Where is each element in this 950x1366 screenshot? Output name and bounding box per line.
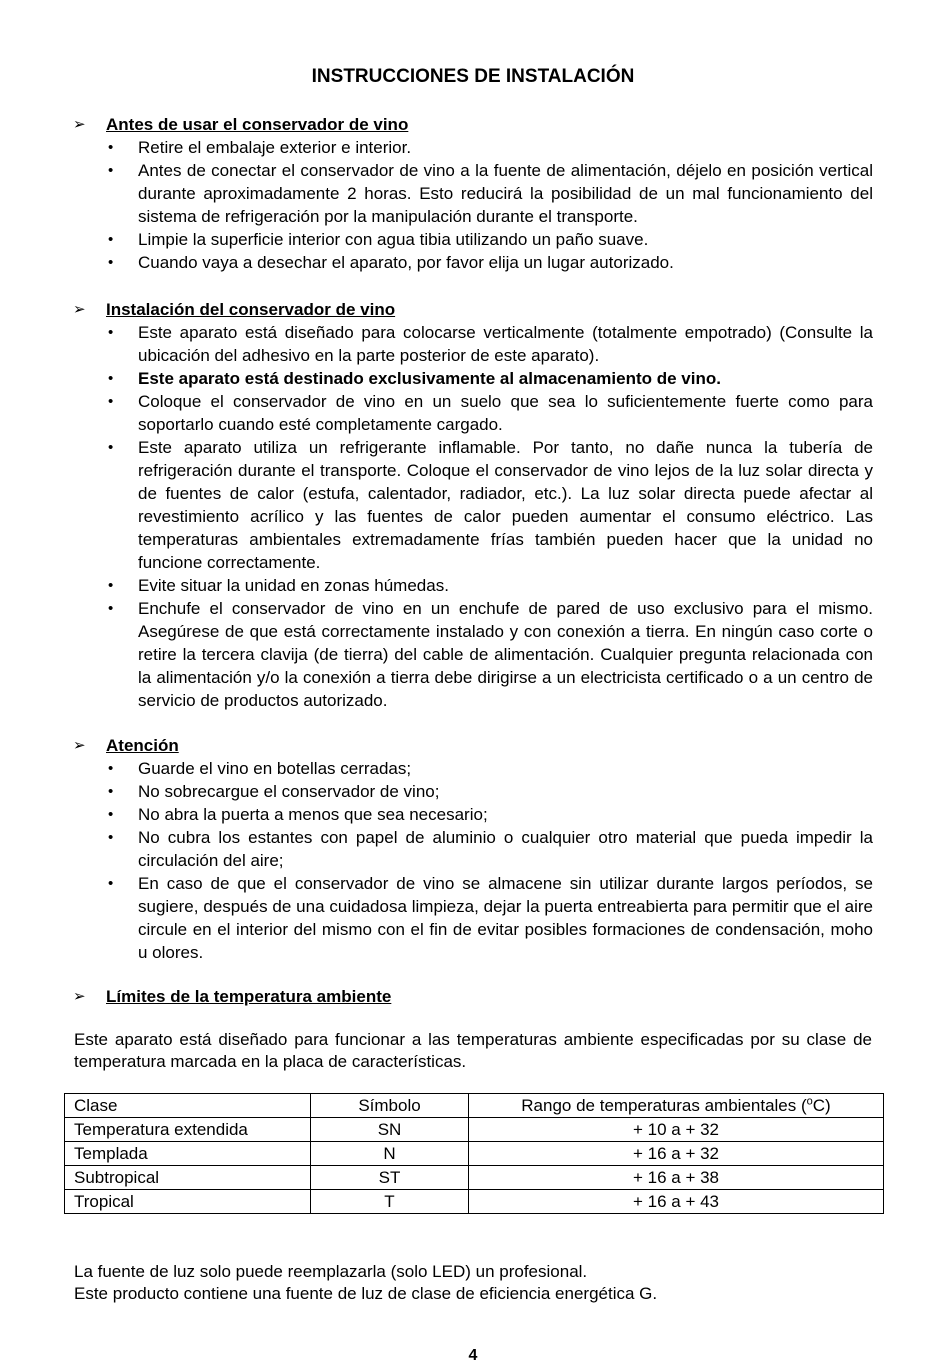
section-atencion (73, 734, 873, 964)
arrow-bullet-icon: ➢ (73, 116, 86, 133)
header-cell: Símbolo (311, 1094, 469, 1118)
section-antes-de-usar (73, 113, 873, 274)
bullet-icon: • (108, 162, 114, 179)
list-item: • Enchufe el conservador de vino en un enchufe de pared de uso exclusivo para el mismo. Asegúrese de que está correctamente instalado y con conexión a tierra. En ningún caso corte o retire la tercera clavija (de tierra) del cable de alimentación. Cualquier pregunta relacionada con la alimentación y/o la conexión a tierra debe dirigirse a un electricista certificado o a un centro de servicio de productos autorizado. (108, 599, 873, 710)
list-item: • Coloque el conservador de vino en un suelo que sea lo suficientemente fuerte como para soportarlo cuando esté completamente cargado. (108, 392, 873, 434)
bullet-icon: • (108, 393, 114, 410)
list-item: • En caso de que el conservador de vino se almacene sin utilizar durante largos períodos, se sugiere, después de una cuidadosa limpieza, dejar la puerta entreabierta para permitir que el aire circule en el interior del mismo con el fin de evitar posibles formaciones de condensación, moho u olores. (108, 874, 873, 962)
section-instalacion (73, 298, 873, 712)
bullet-icon: • (108, 370, 114, 387)
list-item: • Evite situar la unidad en zonas húmedas. (108, 576, 449, 595)
section-title: Instalación del conservador de vino (106, 300, 396, 319)
bullet-icon: • (108, 139, 114, 156)
bullet-icon: • (108, 439, 114, 456)
arrow-bullet-icon: ➢ (73, 301, 86, 318)
footer-line: La fuente de luz solo puede reemplazarla (solo LED) un profesional. (74, 1262, 588, 1281)
temperature-intro: Este aparato está diseñado para funcionar a las temperaturas ambiente especificadas por su clase de temperatura marcada en la placa de características. (74, 1030, 872, 1071)
bullet-icon: • (108, 760, 114, 777)
list-item: • No abra la puerta a menos que sea necesario; (108, 805, 488, 824)
bullet-icon: • (108, 875, 114, 892)
table-row (65, 1166, 884, 1190)
degree-superscript: o (806, 1095, 813, 1108)
table-row (65, 1118, 884, 1142)
header-cell: Rango de temperaturas ambientales ($^o$C) (469, 1094, 884, 1118)
table-row (65, 1190, 884, 1214)
header-cell: Clase (65, 1094, 311, 1118)
list-item: • No sobrecargue el conservador de vino; (108, 782, 440, 801)
table-cell: Tropical (65, 1190, 311, 1214)
list-item: • Antes de conectar el conservador de vino a la fuente de alimentación, déjelo en posición vertical durante aproximadamente 2 horas. Esto reducirá la posibilidad de un mal funcionamiento del sistema de refrigeración por la manipulación durante el transporte. (108, 161, 873, 226)
arrow-bullet-icon: ➢ (73, 988, 86, 1005)
bullet-icon: • (108, 254, 114, 271)
table-cell: + 16 a + 43 (469, 1190, 884, 1214)
table-cell: Templada (65, 1142, 311, 1166)
bullet-icon: • (108, 600, 114, 617)
list-item: • Este aparato está diseñado para colocarse verticalmente (totalmente empotrado) (Consulte la ubicación del adhesivo en la parte posterior de este aparato). (108, 323, 873, 365)
table-cell: + 10 a + 32 (469, 1118, 884, 1142)
table-cell: Temperatura extendida (65, 1118, 311, 1142)
table-cell: Subtropical (65, 1166, 311, 1190)
temperature-class-table (64, 1093, 884, 1214)
bullet-icon: • (108, 577, 114, 594)
table-header-row (65, 1094, 884, 1118)
table-cell: + 16 a + 38 (469, 1166, 884, 1190)
list-item: • Guarde el vino en botellas cerradas; (108, 759, 412, 778)
section-limites-temperatura (73, 985, 873, 1008)
list-item: • Retire el embalaje exterior e interior. (108, 138, 412, 157)
footer-line: Este producto contiene una fuente de luz de clase de eficiencia energética G. (74, 1284, 658, 1303)
list-item: • Este aparato utiliza un refrigerante inflamable. Por tanto, no dañe nunca la tubería de refrigeración durante el transporte. Coloque el conservador de vino lejos de la luz solar directa y de fuentes de calor (estufa, calentador, radiador, etc.). La luz solar directa puede afectar al revestimiento acrílico y las fuentes de calor pueden aumentar el consumo eléctrico. Las temperaturas ambientales extremadamente frías también pueden hacer que la unidad no funcione correctamente. (108, 438, 873, 572)
table-row (65, 1142, 884, 1166)
section-title: Antes de usar el conservador de vino (106, 115, 409, 134)
table-cell: T (311, 1190, 469, 1214)
page-number: 4 (468, 1347, 478, 1364)
table-cell: ST (311, 1166, 469, 1190)
arrow-bullet-icon: ➢ (73, 737, 86, 754)
section-title: Atención (106, 736, 179, 755)
bullet-icon: • (108, 324, 114, 341)
bullet-icon: • (108, 783, 114, 800)
table-cell: N (311, 1142, 469, 1166)
bullet-icon: • (108, 806, 114, 823)
list-item: • Este aparato está destinado exclusivamente al almacenamiento de vino. (108, 369, 721, 388)
list-item: • No cubra los estantes con papel de aluminio o cualquier otro material que pueda impedir la circulación del aire; (108, 828, 873, 870)
page-title: INSTRUCCIONES DE INSTALACIÓN (311, 66, 635, 87)
table-cell: SN (311, 1118, 469, 1142)
bullet-icon: • (108, 231, 114, 248)
footer-notes (74, 1261, 874, 1305)
list-item: • Cuando vaya a desechar el aparato, por favor elija un lugar autorizado. (108, 253, 674, 272)
bullet-icon: • (108, 829, 114, 846)
section-title: Límites de la temperatura ambiente (106, 987, 392, 1006)
list-item: • Limpie la superficie interior con agua tibia utilizando un paño suave. (108, 230, 649, 249)
table-cell: + 16 a + 32 (469, 1142, 884, 1166)
